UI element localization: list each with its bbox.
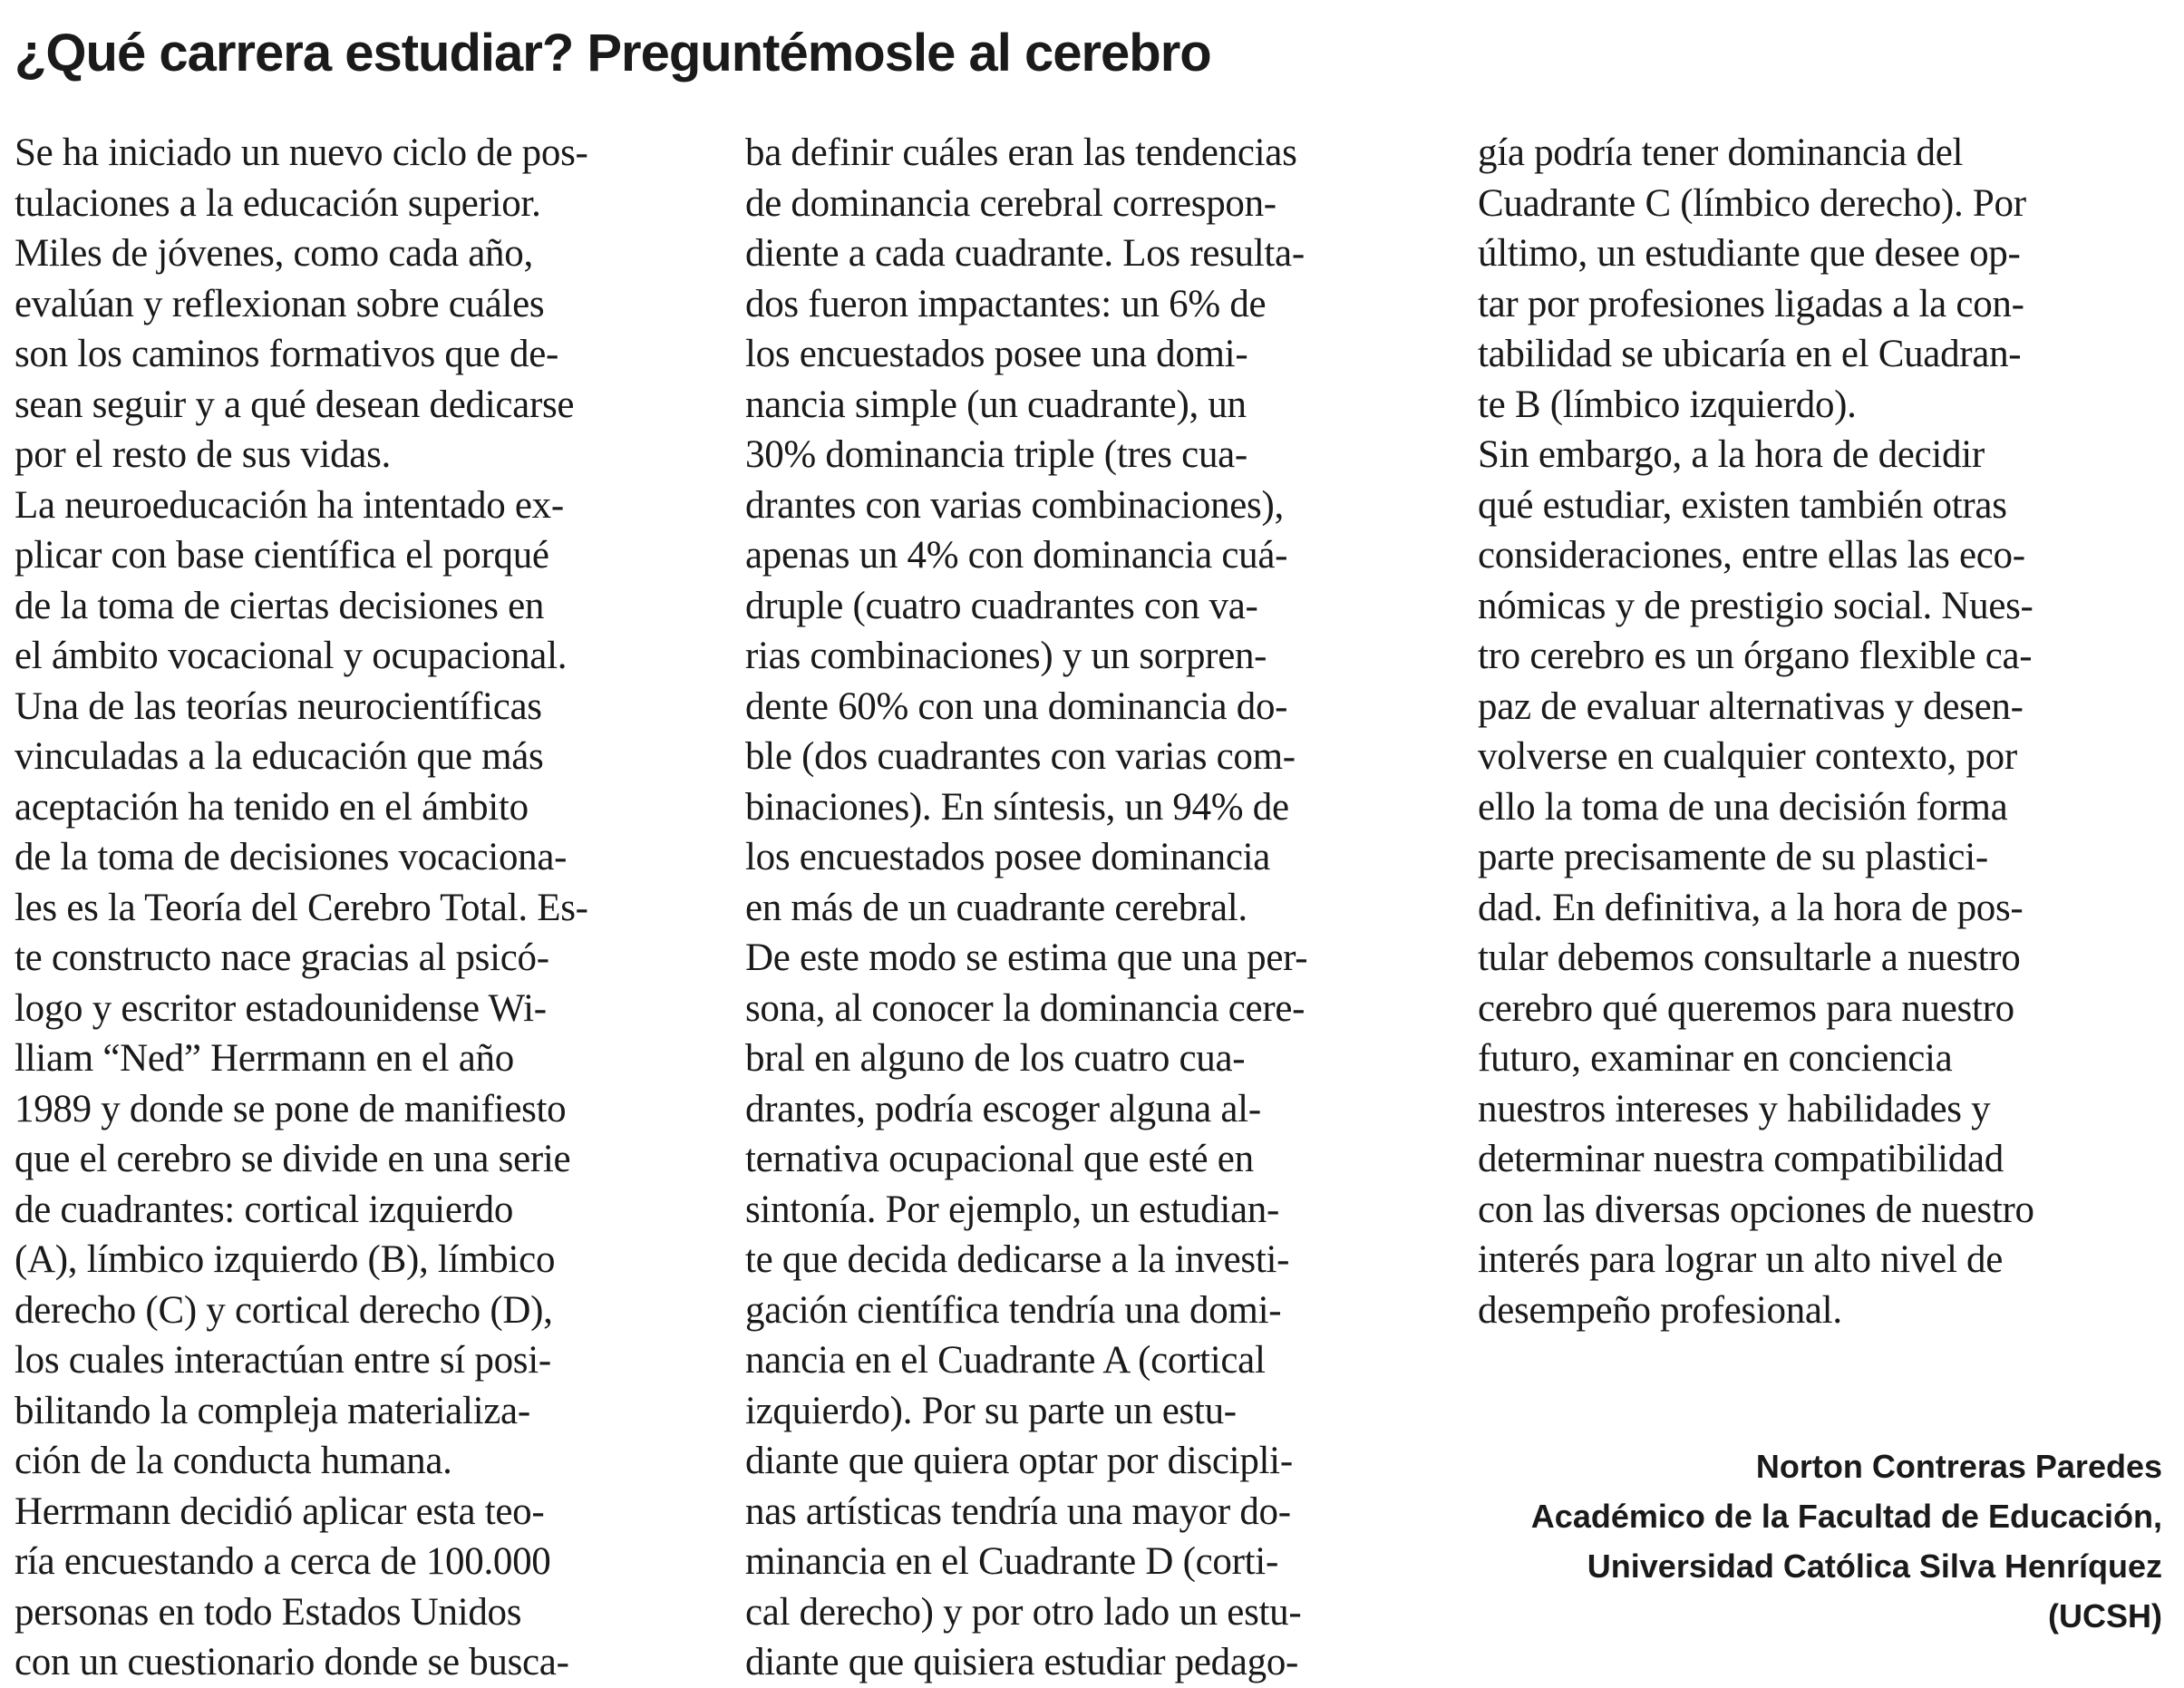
article-text-line: personas en todo Estados Unidos (15, 1590, 522, 1634)
article-text-line: logo y escritor estadounidense Wi- (15, 986, 547, 1030)
article-text-line: interés para lograr un alto nivel de (1478, 1238, 2004, 1281)
article-text-line: nas artísticas tendría una mayor do- (745, 1489, 1291, 1533)
article-text-line: Una de las teorías neurocientíficas (15, 684, 542, 728)
article-text-line: de la toma de decisiones vocaciona- (15, 836, 568, 878)
article-text-line: binaciones). En síntesis, un 94% de (745, 785, 1289, 829)
article-text-line: vinculadas a la educación que más (15, 735, 544, 778)
article-text-line: izquierdo). Por su parte un estu- (745, 1389, 1237, 1432)
article-text-line: determinar nuestra compatibilidad (1478, 1138, 2004, 1180)
article-text-line: aceptación ha tenido en el ámbito (15, 785, 529, 829)
article-text-line: ternativa ocupacional que esté en (745, 1138, 1254, 1180)
article-text-line: De este modo se estima que una per- (745, 936, 1308, 979)
article-text-line: drantes con varias combinaciones), (745, 483, 1284, 527)
article-text-line: diante que quisiera estudiar pedago- (745, 1641, 1299, 1683)
article-text-line: último, un estudiante que desee op- (1478, 232, 2021, 275)
article-text-line: evalúan y reflexionan sobre cuáles (15, 282, 545, 325)
article-text-line: tro cerebro es un órgano flexible ca- (1478, 635, 2033, 677)
article-title: ¿Qué carrera estudiar? Preguntémosle al cerebro (15, 24, 1211, 82)
article-text-line: cerebro qué queremos para nuestro (1478, 986, 2014, 1030)
article-text-line: los encuestados posee una domi- (745, 333, 1248, 375)
article-text-line: nuestros intereses y habilidades y (1478, 1087, 1991, 1130)
article-text-line: que el cerebro se divide en una serie (15, 1138, 571, 1180)
article-text-line: diente a cada cuadrante. Los resulta- (745, 232, 1305, 275)
article-text-line: sona, al conocer la dominancia cere- (745, 986, 1306, 1030)
article-text-line: derecho (C) y cortical derecho (D), (15, 1288, 553, 1332)
article-text-line: de la toma de ciertas decisiones en (15, 584, 545, 627)
article-column-3 (1478, 128, 2167, 1335)
article-text-line: de cuadrantes: cortical izquierdo (15, 1188, 514, 1231)
article-text-line: te que decida dedicarse a la investi- (745, 1238, 1290, 1281)
article-text-line: te constructo nace gracias al psicó- (15, 936, 549, 979)
article-text-line: apenas un 4% con dominancia cuá- (745, 534, 1288, 577)
article-text-line: tar por profesiones ligadas a la con- (1478, 282, 2024, 325)
author-name: Norton Contreras Paredes (1755, 1448, 2162, 1485)
article-text-line: tulaciones a la educación superior. (15, 181, 541, 225)
article-text-line: qué estudiar, existen también otras (1478, 483, 2007, 527)
article-text-line: los cuales interactúan entre sí posi- (15, 1339, 551, 1382)
article-text-line: nancia simple (un cuadrante), un (745, 383, 1247, 426)
article-text-line: futuro, examinar en conciencia (1478, 1037, 1953, 1080)
article-text-line: Se ha iniciado un nuevo ciclo de pos- (15, 131, 588, 174)
author-institution: Universidad Católica Silva Henríquez (1587, 1547, 2162, 1585)
article-text-line: rias combinaciones) y un sorpren- (745, 635, 1267, 677)
article-text-line: 1989 y donde se pone de manifiesto (15, 1087, 567, 1130)
article-text-line: parte precisamente de su plastici- (1478, 836, 1988, 878)
article-text-line: La neuroeducación ha intentado ex- (15, 483, 564, 527)
author-institution-acronym: (UCSH) (2048, 1597, 2162, 1635)
author-signature (1346, 1441, 2162, 1641)
article-text-line: ción de la conducta humana. (15, 1440, 452, 1482)
article-text-line: tabilidad se ubicaría en el Cuadran- (1478, 333, 2022, 375)
article-text-line: les es la Teoría del Cerebro Total. Es- (15, 886, 588, 929)
article-text-line: dente 60% con una dominancia do- (745, 684, 1288, 728)
article-text-line: sean seguir y a qué desean dedicarse (15, 383, 575, 426)
article-text-line: dos fueron impactantes: un 6% de (745, 282, 1267, 325)
article-text-line: minancia en el Cuadrante D (corti- (745, 1540, 1278, 1583)
article-text-line: drantes, podría escoger alguna al- (745, 1087, 1261, 1130)
article-text-line: plicar con base científica el porqué (15, 534, 549, 577)
article-text-line: ble (dos cuadrantes con varias com- (745, 735, 1296, 778)
article-text-line: consideraciones, entre ellas las eco- (1478, 534, 2025, 577)
article-text-line: ello la toma de una decisión forma (1478, 785, 2008, 829)
author-role: Académico de la Facultad de Educación, (1530, 1498, 2162, 1535)
article-text-line: los encuestados posee dominancia (745, 836, 1271, 878)
article-text-line: bilitando la compleja materializa- (15, 1389, 530, 1432)
article-text-line: bral en alguno de los cuatro cua- (745, 1037, 1246, 1080)
article-text-line: cal derecho) y por otro lado un estu- (745, 1590, 1302, 1634)
article-text-line: en más de un cuadrante cerebral. (745, 886, 1247, 929)
article-text-line: nancia en el Cuadrante A (cortical (745, 1339, 1266, 1382)
article-text-line: Miles de jóvenes, como cada año, (15, 232, 533, 275)
article-text-line: ba definir cuáles eran las tendencias (745, 131, 1297, 174)
article-text-line: gía podría tener dominancia del (1478, 131, 1964, 174)
article-text-line: el ámbito vocacional y ocupacional. (15, 635, 568, 677)
article-text-line: sintonía. Por ejemplo, un estudian- (745, 1188, 1280, 1231)
article-text-line: de dominancia cerebral correspon- (745, 181, 1276, 225)
article-text-line: diante que quiera optar por discipli- (745, 1440, 1293, 1482)
article-text-line: son los caminos formativos que de- (15, 333, 559, 375)
article-text-line: te B (límbico izquierdo). (1478, 383, 1857, 426)
article-text-line: druple (cuatro cuadrantes con va- (745, 584, 1258, 627)
article-text-line: desempeño profesional. (1478, 1288, 1842, 1332)
article-text-line: paz de evaluar alternativas y desen- (1478, 684, 2024, 728)
article-text-line: gación científica tendría una domi- (745, 1288, 1282, 1332)
article-column-1 (15, 128, 704, 1688)
article-text-line: 30% dominancia triple (tres cua- (745, 433, 1247, 476)
article-text-line: dad. En definitiva, a la hora de pos- (1478, 886, 2024, 929)
article-text-line: Herrmann decidió aplicar esta teo- (15, 1489, 545, 1533)
article-text-line: por el resto de sus vidas. (15, 433, 391, 476)
article-text-line: Sin embargo, a la hora de decidir (1478, 433, 1985, 476)
article-text-line: volverse en cualquier contexto, por (1478, 735, 2017, 778)
article-text-line: ría encuestando a cerca de 100.000 (15, 1540, 551, 1583)
article-text-line: con las diversas opciones de nuestro (1478, 1188, 2034, 1231)
article-text-line: nómicas y de prestigio social. Nues- (1478, 584, 2034, 627)
article-text-line: (A), límbico izquierdo (B), límbico (15, 1238, 556, 1281)
article-text-line: tular debemos consultarle a nuestro (1478, 936, 2021, 979)
article-text-line: lliam “Ned” Herrmann en el año (15, 1037, 514, 1080)
article-text-line: Cuadrante C (límbico derecho). Por (1478, 181, 2026, 225)
article-text-line: con un cuestionario donde se busca- (15, 1641, 569, 1683)
article-column-2 (745, 128, 1434, 1688)
